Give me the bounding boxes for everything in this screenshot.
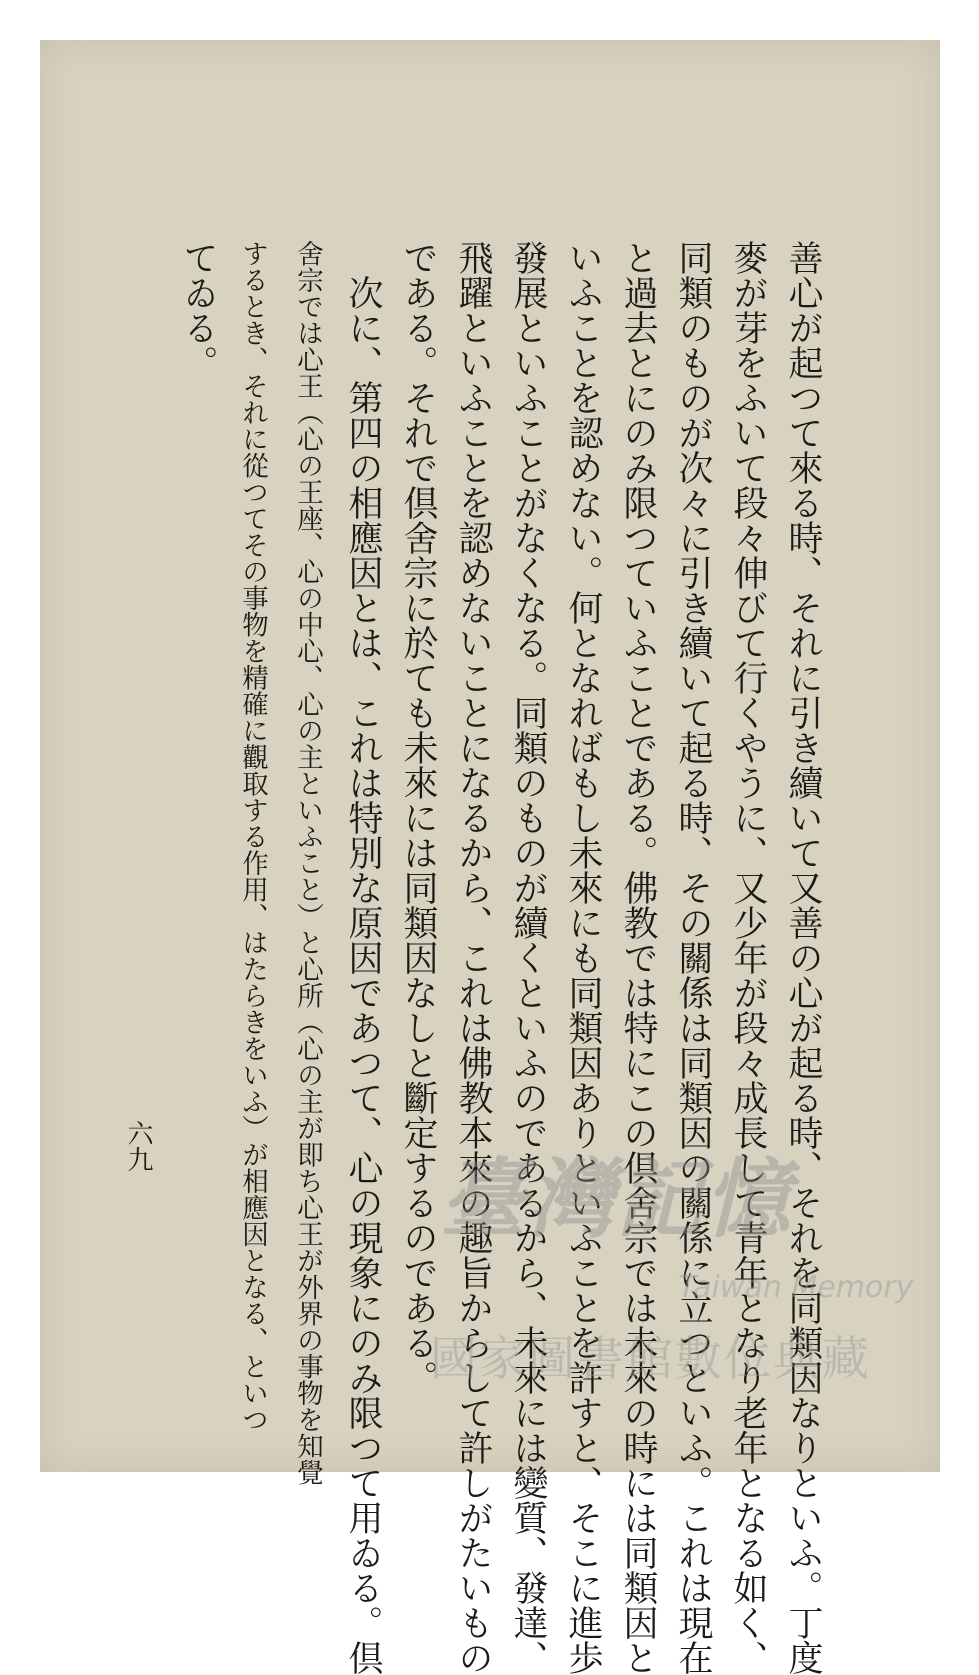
text-column-7: 飛躍といふことを認めないことになるから、これは佛教本來の趣旨からして許しがたいもの (453, 240, 493, 1675)
page-number: 六九 (123, 1120, 153, 1172)
text-column-8: である。それで倶舍宗に於ても未來には同類因なしと斷定するのである。 (398, 240, 438, 1395)
text-column-4: と過去とにのみ限つていふことである。佛教では特にこの倶舍宗では未來の時には同類因と (618, 240, 658, 1675)
text-column-9: 次に、第四の相應因とは、これは特別な原因であつて、心の現象にのみ限つて用ゐる。倶 (343, 275, 383, 1675)
watermark-library: 國家圖書館數位典藏 (430, 1332, 871, 1387)
text-column-12: てゐる。 (178, 240, 218, 380)
text-column-6: 發展といふことがなくなる。同類のものが續くといふのであるから、未來には變質、發達、 (508, 240, 548, 1675)
text-column-1: 善心が起つて來る時、それに引き續いて又善の心が起る時、それを同類因なりといふ。丁度 (783, 240, 823, 1675)
text-column-11: するとき、それに從つてその事物を精確に觀取する作用、はたらきをいふ）が相應因となる、といつ (237, 240, 268, 1433)
text-column-3: 同類のものが次々に引き續いて起る時、その關係は同類因の關係に立つといふ。これは現在 (673, 240, 713, 1675)
watermark-english: Taiwan Memory (678, 1270, 914, 1305)
text-column-10: 舍宗では心王（心の王座、心の中心、心の主といふこと）と心所（心の主が即ち心王が外界の事物を知覺 (292, 240, 323, 1486)
text-column-5: いふことを認めない。何となればもし未來にも同類因ありといふことを許すと、そこに進歩 (563, 240, 603, 1675)
watermark-logo: 臺灣記憶 (440, 1149, 792, 1250)
watermark (400, 1130, 914, 1387)
text-column-2: 麥が芽をふいて段々伸びて行くやうに、又少年が段々成長して青年となり老年となる如く、 (728, 240, 768, 1675)
